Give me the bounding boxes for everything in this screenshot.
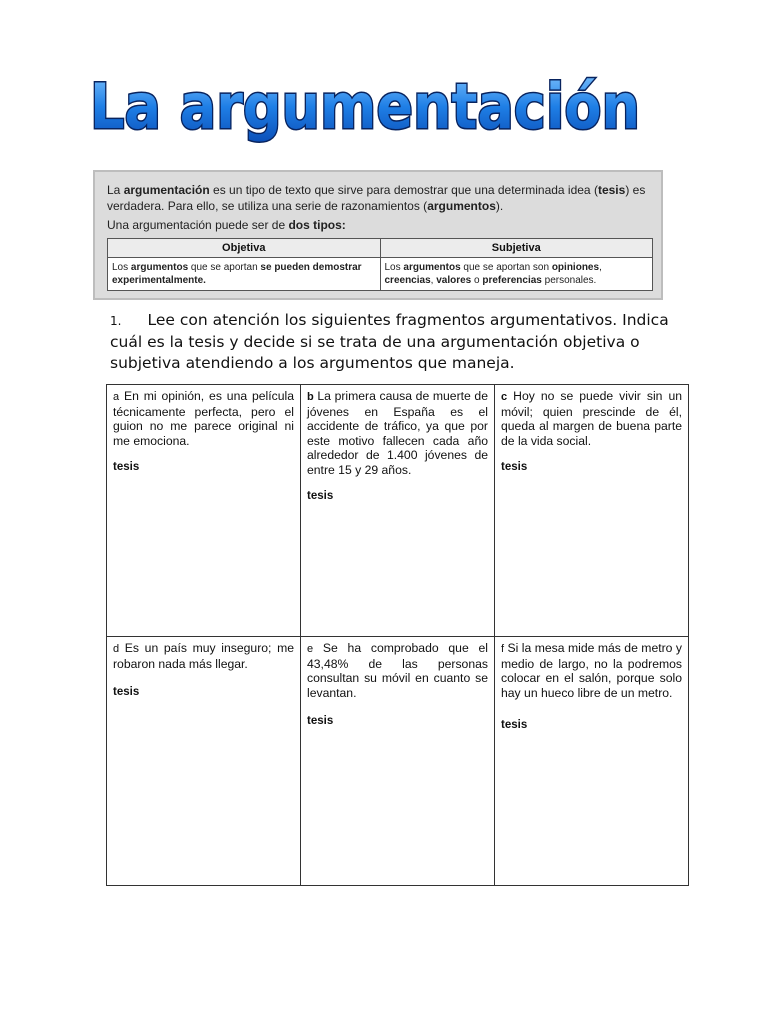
- exercise-text: Lee con atención los siguientes fragmentos argumentativos. Indica cuál es la tesis y decide si se trata de una argumentación objetiva o subjetiva atendiendo a los argumentos que maneja.: [110, 311, 669, 372]
- subj-end: personales.: [541, 275, 597, 286]
- objetiva-cell: [108, 258, 381, 291]
- definition-box: [93, 170, 663, 300]
- fragment-f-letter: f: [501, 643, 505, 655]
- types-bold: dos tipos:: [288, 218, 346, 232]
- fragment-b-body: La primera causa de muerte de jóvenes en España es el accidente de tráfico, ya que por este motivo fallecen cada año alrededor de 1.400 jóvenes de entre 15 y 29 años.: [307, 389, 488, 477]
- obj-pre: Los: [112, 262, 131, 273]
- intro-end: ).: [495, 199, 504, 213]
- fragment-cell-a[interactable]: [107, 385, 301, 637]
- fragment-b-text: [307, 389, 488, 477]
- fragment-a-body: En mi opinión, es una película técnicamente perfecta, pero el guion no me parece original ni me emociona.: [113, 389, 294, 448]
- fragments-table: [106, 384, 689, 886]
- subj-bold4: preferencias: [482, 275, 542, 286]
- obj-mid: que se aportan: [188, 262, 261, 273]
- page-title: [80, 66, 650, 146]
- fragment-c-text: [501, 389, 682, 448]
- subj-mid: que se aportan son: [460, 262, 552, 273]
- fragment-c-body: Hoy no se puede vivir sin un móvil; quien prescinde de él, queda al margen de buena parte de la vida social.: [501, 389, 682, 448]
- intro-mid2: ) es verdadera. Para ello, se utiliza una serie de razonamientos (: [107, 183, 646, 213]
- subj-bold3: valores: [436, 275, 472, 286]
- fragment-a-text: [113, 389, 294, 448]
- types-line: [107, 218, 346, 232]
- header-objetiva: Objetiva: [108, 239, 381, 258]
- fragment-d-letter: d: [113, 643, 120, 655]
- definition-text: [107, 182, 652, 214]
- fragment-cell-d[interactable]: [107, 637, 301, 886]
- fragment-cell-e[interactable]: [301, 637, 495, 886]
- subj-sep1: ,: [599, 262, 602, 273]
- subj-sep2: ,: [430, 275, 437, 286]
- fragment-e-text: [307, 641, 488, 700]
- subjetiva-cell: [380, 258, 653, 291]
- fragment-a-letter: a: [113, 391, 120, 403]
- types-table: [107, 238, 653, 291]
- subj-bold1: opiniones: [551, 262, 600, 273]
- intro-term: argumentación: [123, 183, 210, 197]
- intro-args: argumentos: [427, 199, 496, 213]
- fragment-d-tesis-label: tesis: [113, 686, 140, 698]
- fragment-f-text: [501, 641, 682, 700]
- fragment-b-letter: b: [307, 391, 314, 403]
- subj-pre: Los: [384, 262, 404, 273]
- page-title-text: La argumentación: [90, 70, 640, 143]
- fragment-d-body: Es un país muy inseguro; me robaron nada más llegar.: [113, 641, 295, 671]
- types-pre: Una argumentación puede ser de: [107, 218, 289, 232]
- fragment-a-tesis-label: tesis: [113, 461, 140, 473]
- fragment-cell-b[interactable]: [301, 385, 495, 637]
- obj-bold: se pueden demostrar experimentalmente.: [112, 262, 362, 286]
- fragment-f-body: Si la mesa mide más de metro y medio de largo, no la podremos colocar en el salón, porque solo hay un hueco libre de un metro.: [501, 641, 682, 700]
- fragment-e-letter: e: [307, 643, 314, 655]
- intro-mid: es un tipo de texto que sirve para demostrar que una determinada idea (: [209, 183, 598, 197]
- obj-args: argumentos: [130, 262, 189, 273]
- exercise-instruction: [110, 310, 670, 374]
- fragment-b-tesis-label: tesis: [307, 490, 334, 502]
- intro-tesis: tesis: [597, 183, 626, 197]
- intro-pre: La: [107, 183, 124, 197]
- fragment-c-letter: c: [501, 391, 508, 403]
- fragment-d-text: [113, 641, 294, 671]
- subj-bold2: creencias: [384, 275, 431, 286]
- subj-args: argumentos: [403, 262, 461, 273]
- header-subjetiva: Subjetiva: [380, 239, 653, 258]
- exercise-number: 1.: [110, 314, 122, 328]
- fragment-cell-f[interactable]: [495, 637, 689, 886]
- fragment-e-body: Se ha comprobado que el 43,48% de las personas consultan su móvil en cuanto se levantan.: [307, 641, 488, 700]
- subj-sep3: o: [471, 275, 483, 286]
- fragment-e-tesis-label: tesis: [307, 715, 334, 727]
- fragment-cell-c[interactable]: [495, 385, 689, 637]
- fragment-c-tesis-label: tesis: [501, 461, 528, 473]
- fragment-f-tesis-label: tesis: [501, 719, 528, 731]
